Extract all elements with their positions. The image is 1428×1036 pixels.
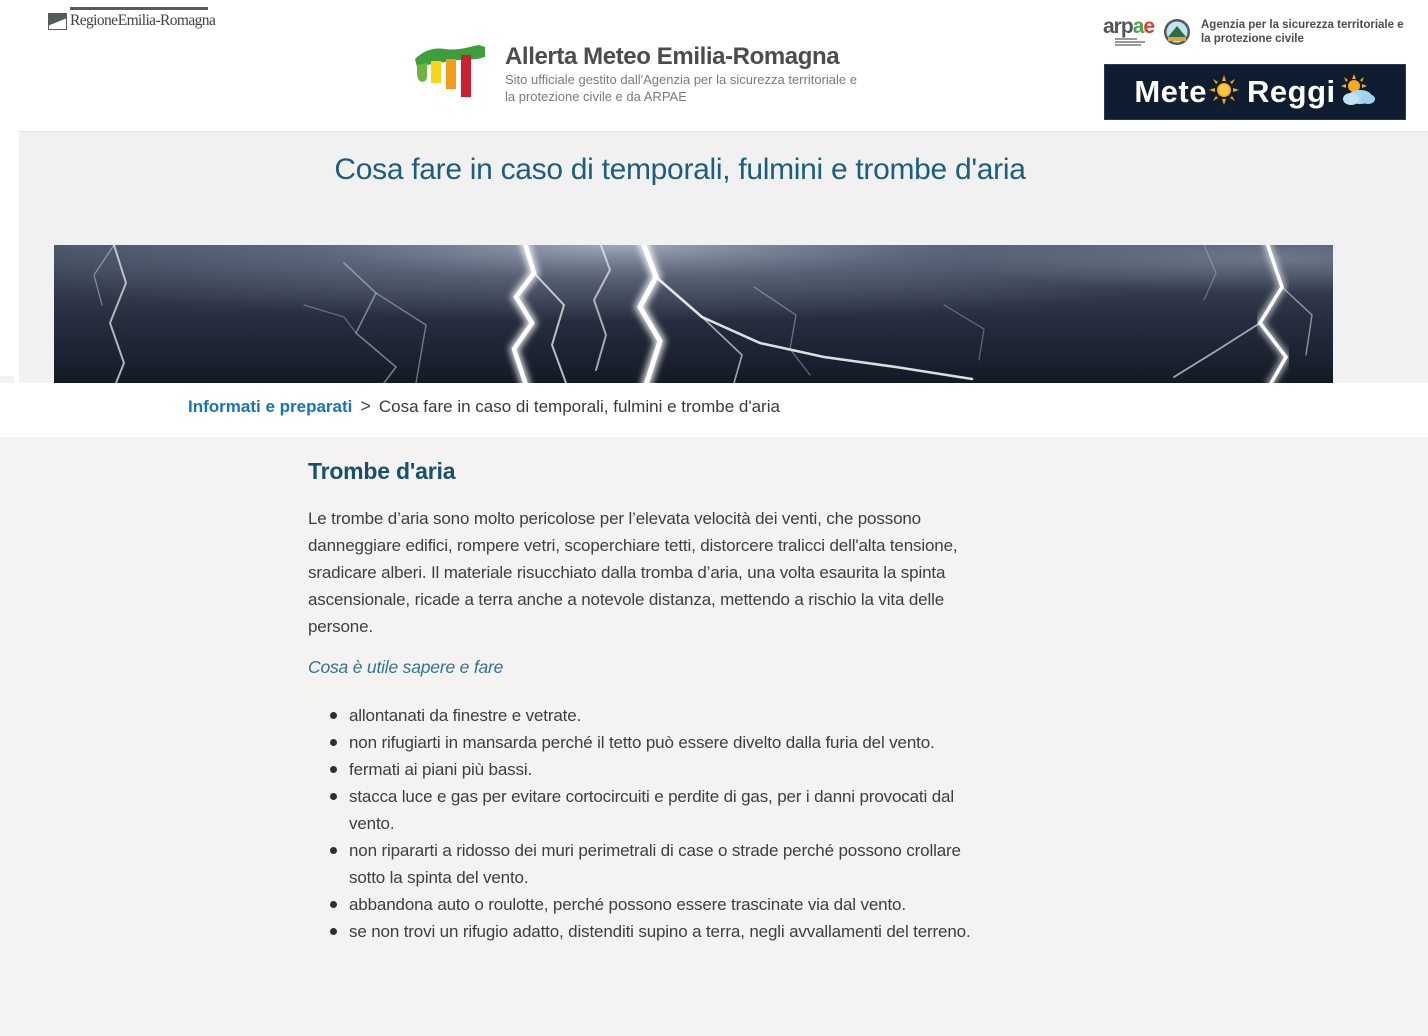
protezione-civile-logo[interactable] [1163,18,1416,51]
arpae-text-green: a [1132,15,1144,38]
chevron-right-icon: > [360,396,371,416]
breadcrumb-current: Cosa fare in caso di temporali, fulmini e trombe d'aria [378,396,780,416]
list-item: allontanati da finestre e vetrate. [330,702,980,729]
intro-paragraph: Le trombe d’aria sono molto pericolose per l’elevata velocità dei venti, che possono danneggiare edifici, rompere vetri, scoperchiare tetti, distorcere tralicci dell'alta tensione, sradicare alberi. Il materiale risucchiato dalla tromba d’aria, una volta esaurita la spinta ascensionale, ricade a terra anche a notevole distanza, mettendo a rischio la vita delle persone. [308,509,958,636]
agency-label: Agenzia per la sicurezza territoriale e la protezione civile [1201,19,1404,45]
subheading-cosa-e-utile: Cosa è utile sapere e fare [308,657,504,677]
protezione-civile-emblem-icon [1163,18,1191,51]
section-heading: Trombe d'aria [308,458,456,484]
meteo-banner-text-1: Mete [1134,74,1207,109]
list-item: stacca luce e gas per evitare cortocircuiti e perdite di gas, per i danni provocati dal vento. [330,783,980,837]
sun-icon [1209,75,1239,110]
meteo-banner-text-2: Reggi [1247,74,1336,109]
list-item: non rifugiarti in mansarda perché il tetto può essere divelto dalla furia del vento. [330,729,980,756]
list-item: fermati ai piani più bassi. [330,756,980,783]
page-title: Cosa fare in caso di temporali, fulmini e trombe d'aria [334,153,1026,186]
meteo-reggio-banner[interactable] [1104,64,1406,120]
allerta-meteo-logo[interactable] [413,43,857,110]
region-logo-icon [48,13,67,30]
sun-cloud-icon [1338,74,1376,111]
arpae-logo[interactable] [1103,17,1161,47]
arpae-text-gray: arp [1103,15,1133,38]
site-title: Allerta Meteo Emilia-Romagna [505,43,840,70]
list-item: abbandona auto o roulotte, perché possono essere trascinate via dal vento. [330,891,980,918]
lightning-storm-image [54,245,1333,383]
list-item: se non trovi un rifugio adatto, distenditi supino a terra, negli avvallamenti del terreno. [330,918,980,945]
breadcrumb-link-informati[interactable]: Informati e preparati [188,396,353,416]
page-header [0,0,1428,131]
site-subtitle: Sito ufficiale gestito dall'Agenzia per la sicurezza territoriale e la protezione civile e da ARPAE [505,72,857,104]
breadcrumb [188,396,780,417]
region-logo-text: Regione Emilia-Romagna [70,12,216,29]
advice-list [330,702,980,945]
arpae-text-red: e [1143,15,1155,38]
list-item: non ripararti a ridosso dei muri perimetrali di case o strade perché possono crollare sotto la spinta del vento. [330,837,980,891]
region-logo-rule [70,7,208,10]
regione-emilia-romagna-logo[interactable] [48,7,216,30]
arpae-tagline-lines [1115,38,1161,46]
allerta-meteo-icon [413,43,487,110]
